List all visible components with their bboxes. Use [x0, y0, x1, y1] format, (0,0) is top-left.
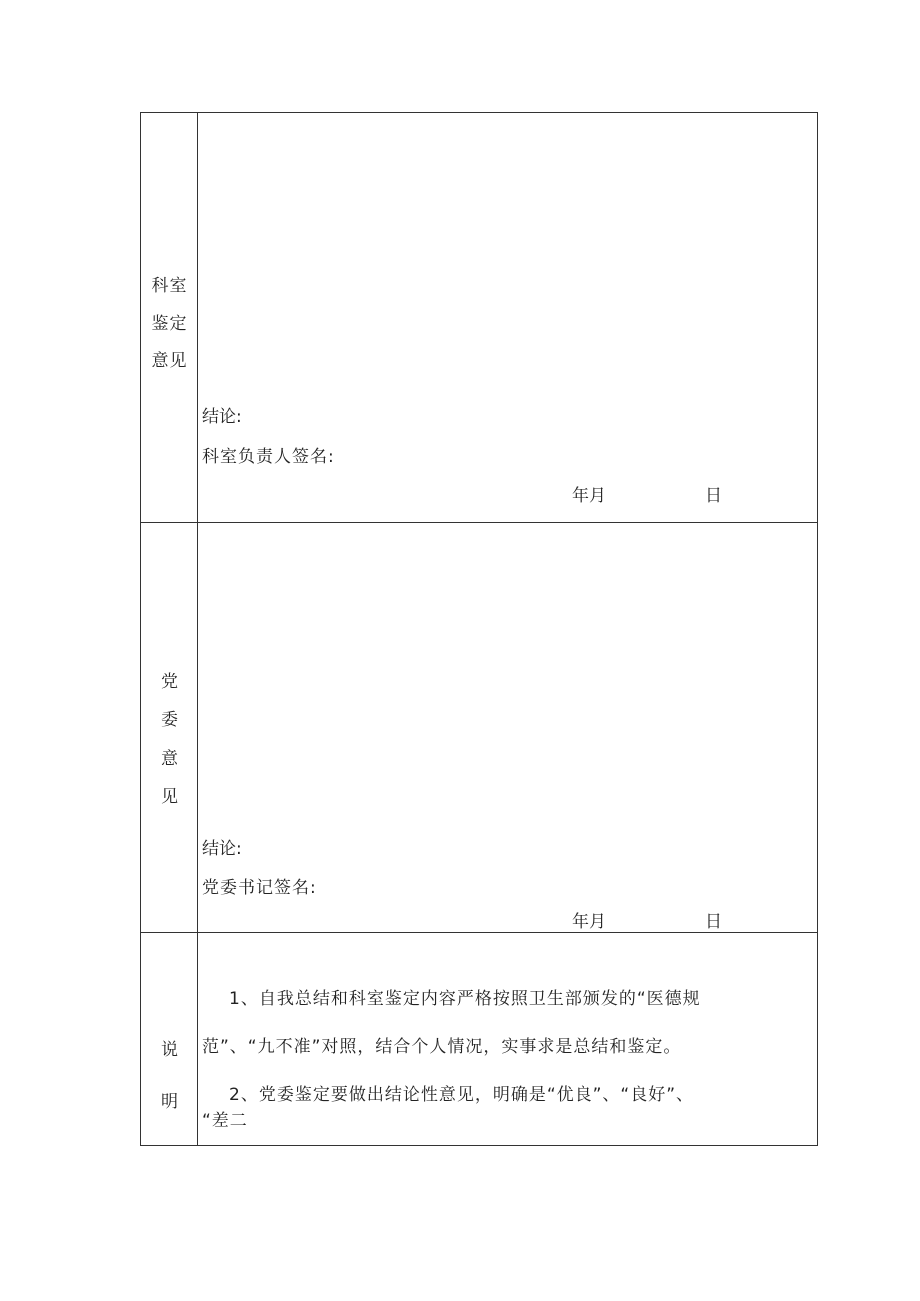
party-appraisal-label-cell — [141, 523, 198, 932]
notes-row — [141, 932, 817, 1145]
dept-signature-label: 科室负责人签名: — [202, 447, 335, 467]
dept-appraisal-content-cell[interactable] — [198, 113, 817, 522]
dept-appraisal-row — [141, 113, 817, 522]
notes-content-cell — [198, 933, 817, 1145]
party-label-char-2: 委 — [161, 710, 178, 730]
party-signature-label: 党委书记签名: — [202, 878, 317, 898]
notes-label-char-1: 说 — [161, 1040, 178, 1060]
party-label-char-4: 见 — [161, 787, 178, 807]
dept-appraisal-label-cell — [141, 113, 198, 522]
party-appraisal-row — [141, 522, 817, 932]
dept-conclusion-label: 结论: — [202, 407, 242, 427]
notes-label-cell — [141, 933, 198, 1145]
appraisal-form-table — [140, 112, 818, 1146]
notes-label-char-2: 明 — [161, 1092, 178, 1112]
party-day-label: 日 — [705, 912, 722, 932]
dept-label-line-3: 意见 — [151, 351, 188, 371]
party-label-char-3: 意 — [161, 749, 178, 769]
note-2-line-1: 2、党委鉴定要做出结论性意见，明确是“优良”、“良好”、 — [229, 1085, 695, 1105]
note-1-line-2: 范”、“九不准”对照，结合个人情况，实事求是总结和鉴定。 — [202, 1037, 682, 1057]
party-year-month-label: 年月 — [572, 912, 606, 932]
dept-year-month-label: 年月 — [572, 486, 606, 506]
party-conclusion-label: 结论: — [202, 839, 242, 859]
party-appraisal-content-cell[interactable] — [198, 523, 817, 932]
note-1-line-1: 1、自我总结和科室鉴定内容严格按照卫生部颁发的“医德规 — [229, 989, 701, 1009]
dept-label-line-2: 鉴定 — [151, 314, 188, 334]
party-label-char-1: 党 — [161, 672, 178, 692]
note-2-line-2: “差二 — [202, 1111, 248, 1131]
dept-day-label: 日 — [705, 486, 722, 506]
dept-label-line-1: 科室 — [151, 276, 188, 296]
